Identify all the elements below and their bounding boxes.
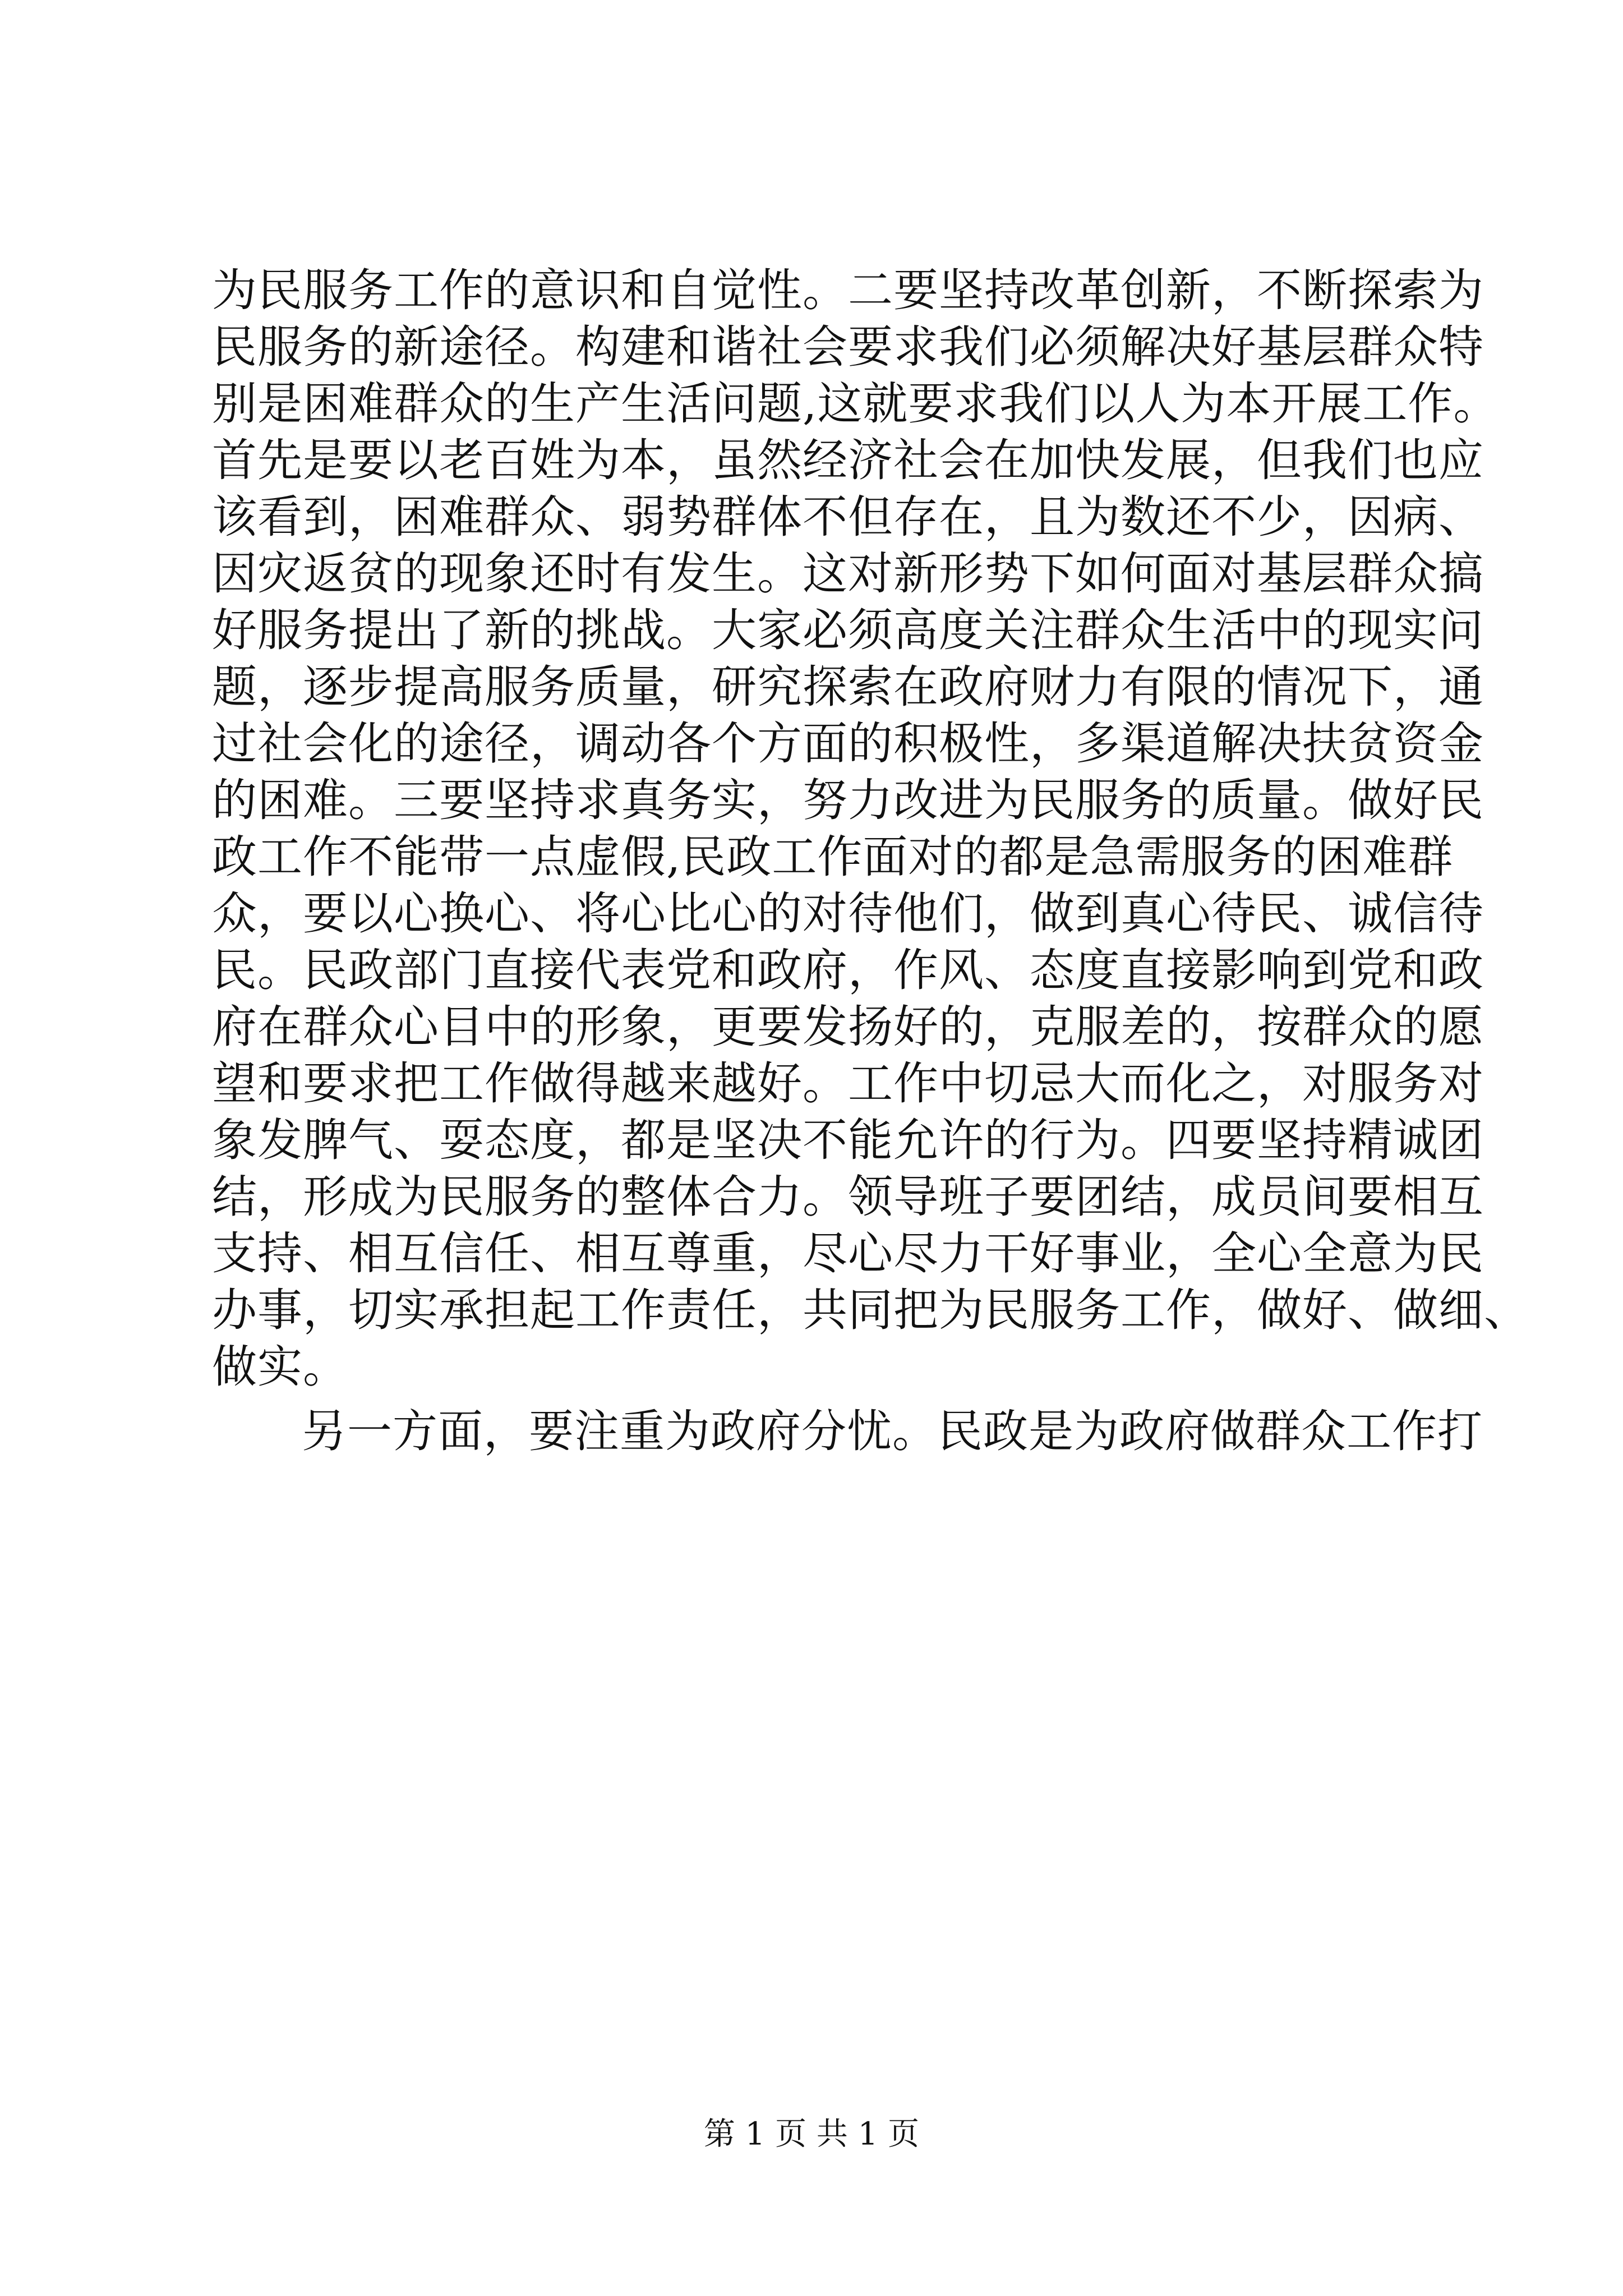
text-line: 象发脾气、耍态度，都是坚决不能允许的行为。四要坚持精诚团	[212, 1114, 1484, 1166]
text-line: 众，要以心换心、将心比心的对待他们，做到真心待民、诚信待	[212, 887, 1484, 940]
document-body	[212, 264, 1529, 1461]
page-number-label: 第 1 页 共 1 页	[703, 2116, 920, 2152]
text-line: 结，形成为民服务的整体合力。领导班子要团结，成员间要相互	[212, 1171, 1484, 1223]
text-line: 望和要求把工作做得越来越好。工作中切忌大而化之，对服务对	[212, 1057, 1484, 1110]
text-line: 别是困难群众的生产生活问题,这就要求我们以人为本开展工作。	[212, 378, 1499, 430]
text-line: 因灾返贫的现象还时有发生。这对新形势下如何面对基层群众搞	[212, 547, 1484, 600]
text-line: 府在群众心目中的形象，更要发扬好的，克服差的，按群众的愿	[212, 1001, 1484, 1053]
paragraph-gap	[212, 1397, 1435, 1405]
text-line: 好服务提出了新的挑战。大家必须高度关注群众生活中的现实问	[212, 604, 1484, 656]
text-line: 支持、相互信任、相互尊重，尽心尽力干好事业，全心全意为民	[212, 1227, 1484, 1280]
text-line: 过社会化的途径，调动各个方面的积极性，多渠道解决扶贫资金	[212, 717, 1484, 770]
text-line: 政工作不能带一点虚假,民政工作面对的都是急需服务的困难群	[212, 831, 1454, 883]
page-footer	[0, 2115, 1623, 2154]
text-line: 的困难。三要坚持求真务实，努力改进为民服务的质量。做好民	[212, 774, 1484, 826]
text-line: 该看到，困难群众、弱势群体不但存在，且为数还不少，因病、	[212, 491, 1484, 543]
text-line: 办事，切实承担起工作责任，共同把为民服务工作，做好、做细、	[212, 1284, 1529, 1336]
text-line: 民服务的新途径。构建和谐社会要求我们必须解决好基层群众特	[212, 321, 1484, 373]
text-line: 为民服务工作的意识和自觉性。二要坚持改革创新，不断探索为	[212, 264, 1484, 316]
text-line: 民。民政部门直接代表党和政府，作风、态度直接影响到党和政	[212, 944, 1484, 996]
text-line: 题，逐步提高服务质量，研究探索在政府财力有限的情况下，通	[212, 661, 1484, 713]
text-line: 做实。	[212, 1341, 348, 1393]
text-line: 首先是要以老百姓为本，虽然经济社会在加快发展，但我们也应	[212, 434, 1484, 486]
paragraph-2-first-line: 另一方面，要注重为政府分忧。民政是为政府做群众工作打	[302, 1405, 1483, 1457]
